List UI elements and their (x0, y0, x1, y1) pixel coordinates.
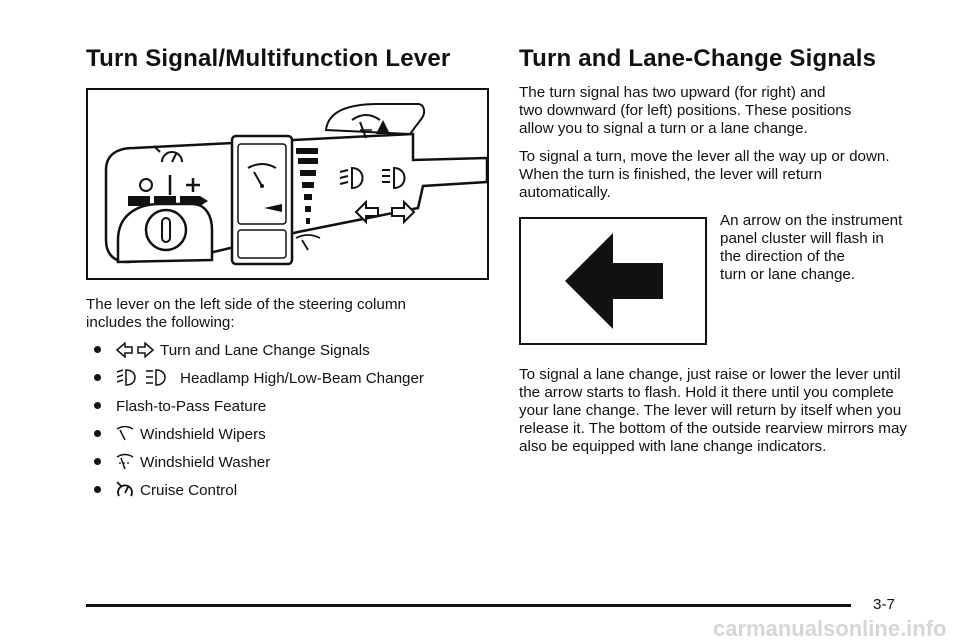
text-line: An arrow on the instrument (720, 212, 903, 229)
page-number: 3-7 (873, 596, 895, 613)
list-item (86, 392, 424, 420)
text-line: automatically. (519, 184, 611, 201)
feature-label: Windshield Wipers (140, 425, 266, 443)
section-heading-turn-signals: Turn and Lane-Change Signals (519, 45, 877, 72)
text-line: your lane change. The lever will return by itself when you (519, 402, 902, 419)
feature-label: Cruise Control (140, 481, 238, 499)
turn-signal-paragraph-2 (519, 148, 890, 202)
text-line: release it. The bottom of the outside rearview mirrors may (519, 420, 908, 437)
feature-label: Turn and Lane Change Signals (160, 341, 370, 359)
feature-label: Windshield Washer (140, 453, 271, 471)
list-item (86, 336, 424, 364)
text-line: To signal a turn, move the lever all the way up or down. (519, 148, 890, 165)
text-line: panel cluster will flash in (720, 230, 884, 247)
text-line: the direction of the (720, 248, 845, 265)
intro-line: The lever on the left side of the steering column (86, 296, 406, 313)
feature-list (86, 336, 424, 504)
list-item (86, 364, 424, 392)
text-line: To signal a lane change, just raise or lower the lever until (519, 366, 901, 383)
bullet-dot (94, 346, 101, 353)
turn-signal-arrows-icon (116, 342, 154, 358)
arrow-caption (720, 212, 902, 284)
text-line: also be equipped with lane change indicators. (519, 438, 827, 455)
windshield-washer-icon (296, 235, 320, 250)
text-line: turn or lane change. (720, 266, 856, 283)
text-line: allow you to signal a turn or a lane change. (519, 120, 808, 137)
lane-change-paragraph (519, 366, 907, 456)
left-arrow-icon (521, 219, 705, 343)
turn-arrow-illustration (519, 217, 707, 345)
lever-diagram-svg (88, 90, 487, 278)
bullet-dot (94, 402, 101, 409)
bullet-dot (94, 430, 101, 437)
text-line: the arrow starts to flash. Hold it there until you complete (519, 384, 894, 401)
list-item (86, 420, 424, 448)
footer-rule (86, 604, 851, 607)
cruise-control-icon (116, 481, 134, 499)
turn-signal-paragraph-1 (519, 84, 851, 138)
feature-label: Headlamp High/Low-Beam Changer (180, 369, 424, 387)
bullet-dot (94, 458, 101, 465)
headlamp-beam-icon (116, 369, 174, 387)
text-line: The turn signal has two upward (for right) and (519, 84, 826, 101)
list-item (86, 448, 424, 476)
windshield-wiper-icon (116, 426, 134, 442)
bullet-dot (94, 486, 101, 493)
bullet-dot (94, 374, 101, 381)
wiper-control-band (232, 136, 292, 264)
lever-tip-bump (326, 104, 424, 134)
list-item (86, 476, 424, 504)
watermark: carmanualsonline.info (713, 616, 947, 641)
intro-line: includes the following: (86, 314, 235, 331)
section-heading-multifunction-lever: Turn Signal/Multifunction Lever (86, 45, 451, 72)
multifunction-lever-illustration (86, 88, 489, 280)
windshield-washer-icon (116, 453, 134, 471)
lever-intro-paragraph (86, 296, 406, 332)
text-line: two downward (for left) positions. These positions (519, 102, 852, 119)
text-line: When the turn is finished, the lever will return (519, 166, 823, 183)
feature-label: Flash-to-Pass Feature (116, 397, 267, 415)
